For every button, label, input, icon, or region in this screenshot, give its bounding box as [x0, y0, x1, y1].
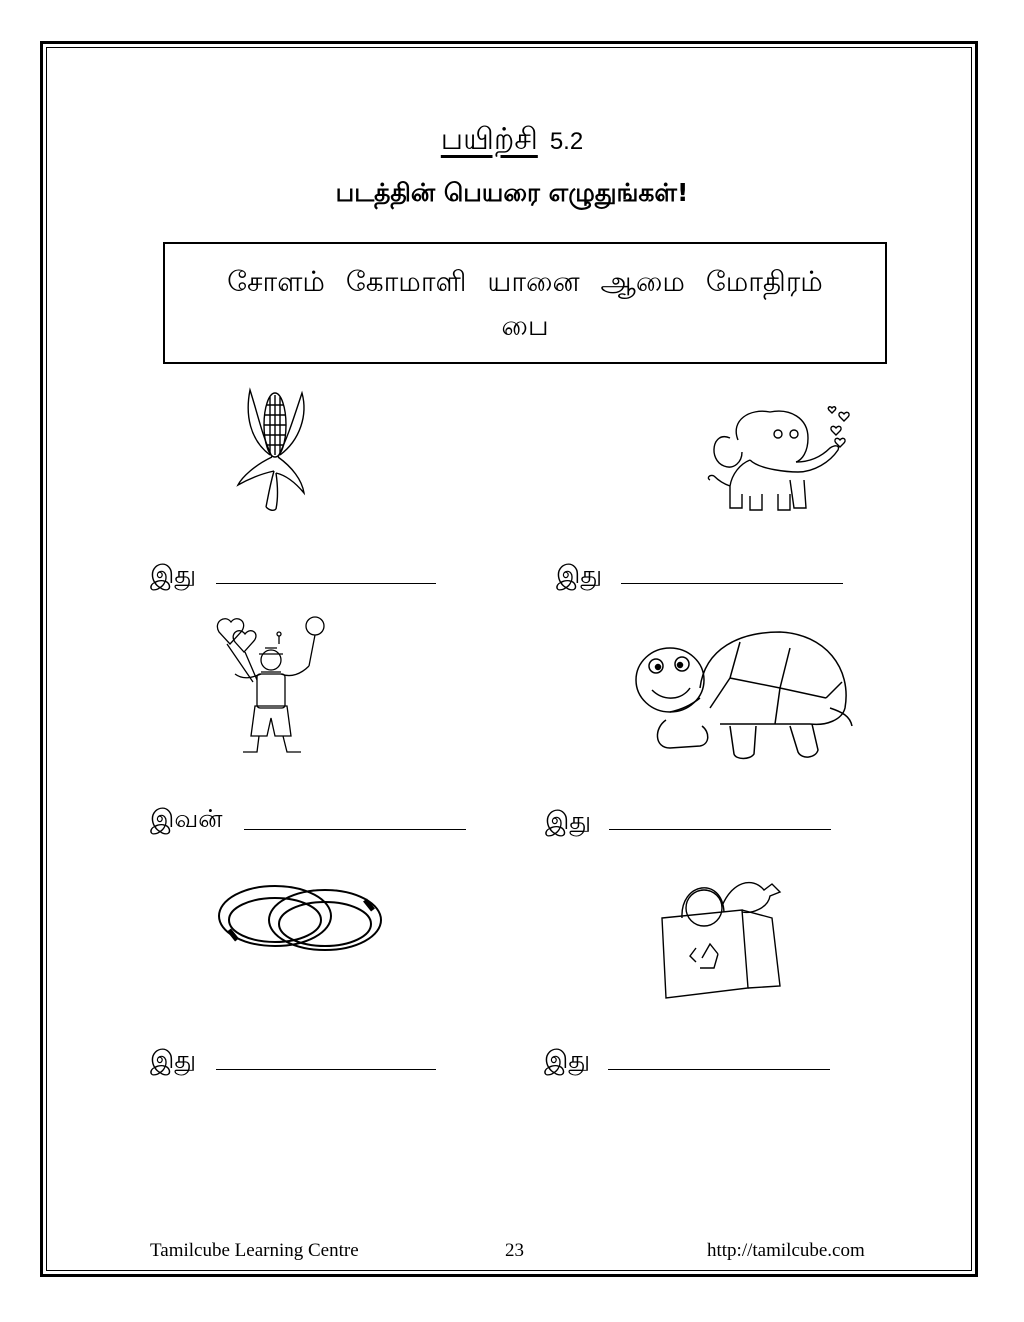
bag-icon	[652, 862, 802, 1002]
clown-icon	[205, 612, 335, 762]
item-label: இது	[150, 560, 196, 589]
item-label: இது	[545, 806, 591, 835]
title-number: 5.2	[549, 128, 584, 155]
elephant-icon	[690, 400, 860, 520]
word-bank-item: கோமாளி	[345, 265, 467, 298]
turtle-icon	[630, 628, 855, 768]
footer-url[interactable]: http://tamilcube.com	[707, 1240, 865, 1261]
item-label: இது	[150, 1045, 196, 1074]
corn-icon	[230, 385, 320, 515]
word-bank-item: சோளம்	[227, 265, 325, 298]
footer-left: Tamilcube Learning Centre	[150, 1240, 359, 1261]
instruction: படத்தின் பெயரை எழுதுங்கள்!	[335, 178, 689, 207]
word-bank-item: பை	[501, 309, 549, 342]
answer-line[interactable]	[609, 829, 831, 830]
answer-line[interactable]	[216, 1069, 436, 1070]
item-label: இது	[544, 1045, 590, 1074]
page-number: 23	[505, 1240, 524, 1261]
worksheet-title	[0, 122, 1024, 161]
word-bank-item: ஆமை	[600, 265, 685, 298]
answer-line[interactable]	[216, 583, 436, 584]
answer-line[interactable]	[608, 1069, 830, 1070]
item-label: இவன்	[150, 804, 223, 833]
answer-line[interactable]	[244, 829, 466, 830]
answer-line[interactable]	[621, 583, 843, 584]
item-label: இது	[556, 560, 602, 589]
word-bank	[163, 242, 887, 364]
word-bank-item: யானை	[487, 265, 580, 298]
word-bank-item: மோதிரம்	[705, 265, 823, 298]
title-text: பயிற்சி	[440, 122, 538, 157]
rings-icon	[215, 880, 385, 960]
